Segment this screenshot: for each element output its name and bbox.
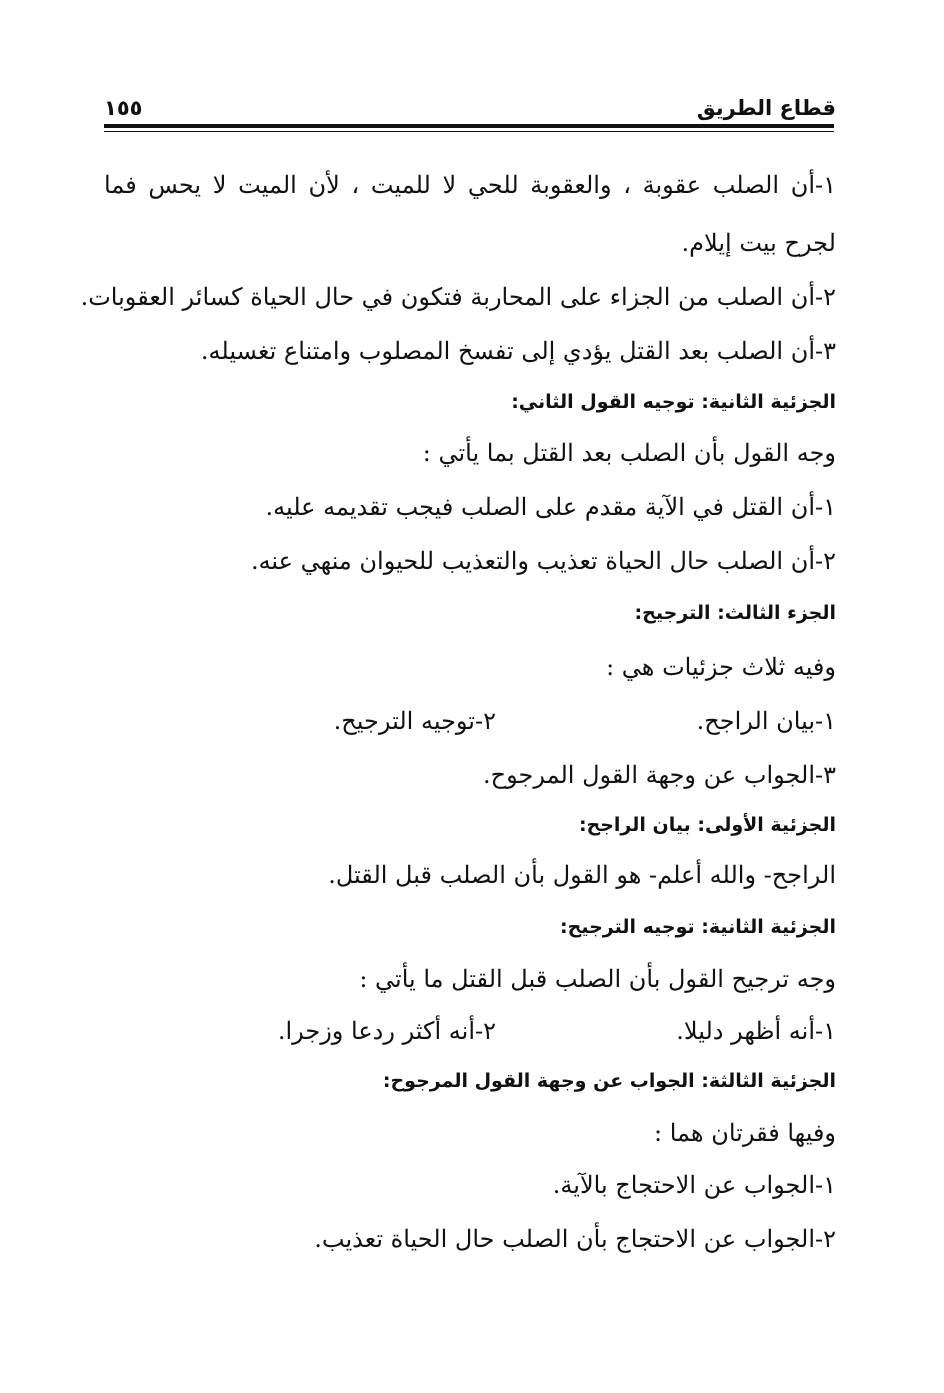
- running-header-title: قطاع الطريق: [696, 96, 836, 120]
- list-item: ١-أنه أظهر دليلا.: [676, 1017, 836, 1045]
- paragraph-line: لجرح بيت إيلام.: [681, 229, 836, 257]
- two-column-list: [104, 1014, 836, 1048]
- paragraph-line: وجه ترجيح القول بأن الصلب قبل القتل ما يأتي :: [359, 965, 836, 993]
- list-item: ٢-أن الصلب حال الحياة تعذيب والتعذيب للحيوان منهي عنه.: [250, 547, 836, 575]
- list-item: ١-الجواب عن الاحتجاج بالآية.: [552, 1171, 836, 1199]
- section-heading: الجزئية الثانية: توجيه الترجيح:: [560, 916, 836, 938]
- section-heading: الجزئية الثالثة: الجواب عن وجهة القول المرجوح:: [382, 1070, 836, 1092]
- list-item: ٣-الجواب عن وجهة القول المرجوح.: [482, 761, 836, 789]
- section-heading: الجزء الثالث: الترجيح:: [634, 602, 836, 624]
- list-item: ١-أن القتل في الآية مقدم على الصلب فيجب تقديمه عليه.: [265, 493, 836, 521]
- header-rule-thick: [104, 124, 834, 128]
- list-item: ١-بيان الراجح.: [696, 707, 836, 735]
- paragraph-line: وجه القول بأن الصلب بعد القتل بما يأتي :: [422, 439, 836, 467]
- list-item: ٢-توجيه الترجيح.: [333, 707, 496, 735]
- paragraph-line: الراجح- والله أعلم- هو القول بأن الصلب قبل القتل.: [328, 861, 836, 889]
- paragraph-line: وفيه ثلاث جزئيات هي :: [606, 653, 836, 681]
- paragraph-line: ١-أن الصلب عقوبة ، والعقوبة للحي لا للميت ، لأن الميت لا يحس فما: [104, 171, 836, 199]
- section-heading: الجزئية الأولى: بيان الراجح:: [578, 814, 836, 836]
- header-rule-thin: [104, 131, 834, 132]
- list-item: ٢-أنه أكثر ردعا وزجرا.: [277, 1017, 496, 1045]
- section-heading: الجزئية الثانية: توجيه القول الثاني:: [511, 391, 836, 413]
- paragraph-line: ٣-أن الصلب بعد القتل يؤدي إلى تفسخ المصلوب وامتناع تغسيله.: [200, 337, 836, 365]
- two-column-list: [104, 704, 836, 738]
- paragraph-line: وفيها فقرتان هما :: [654, 1119, 836, 1147]
- page-number: ١٥٥: [104, 96, 143, 120]
- paragraph-line: ٢-أن الصلب من الجزاء على المحاربة فتكون في حال الحياة كسائر العقوبات.: [80, 283, 836, 311]
- list-item: ٢-الجواب عن الاحتجاج بأن الصلب حال الحياة تعذيب.: [314, 1225, 836, 1253]
